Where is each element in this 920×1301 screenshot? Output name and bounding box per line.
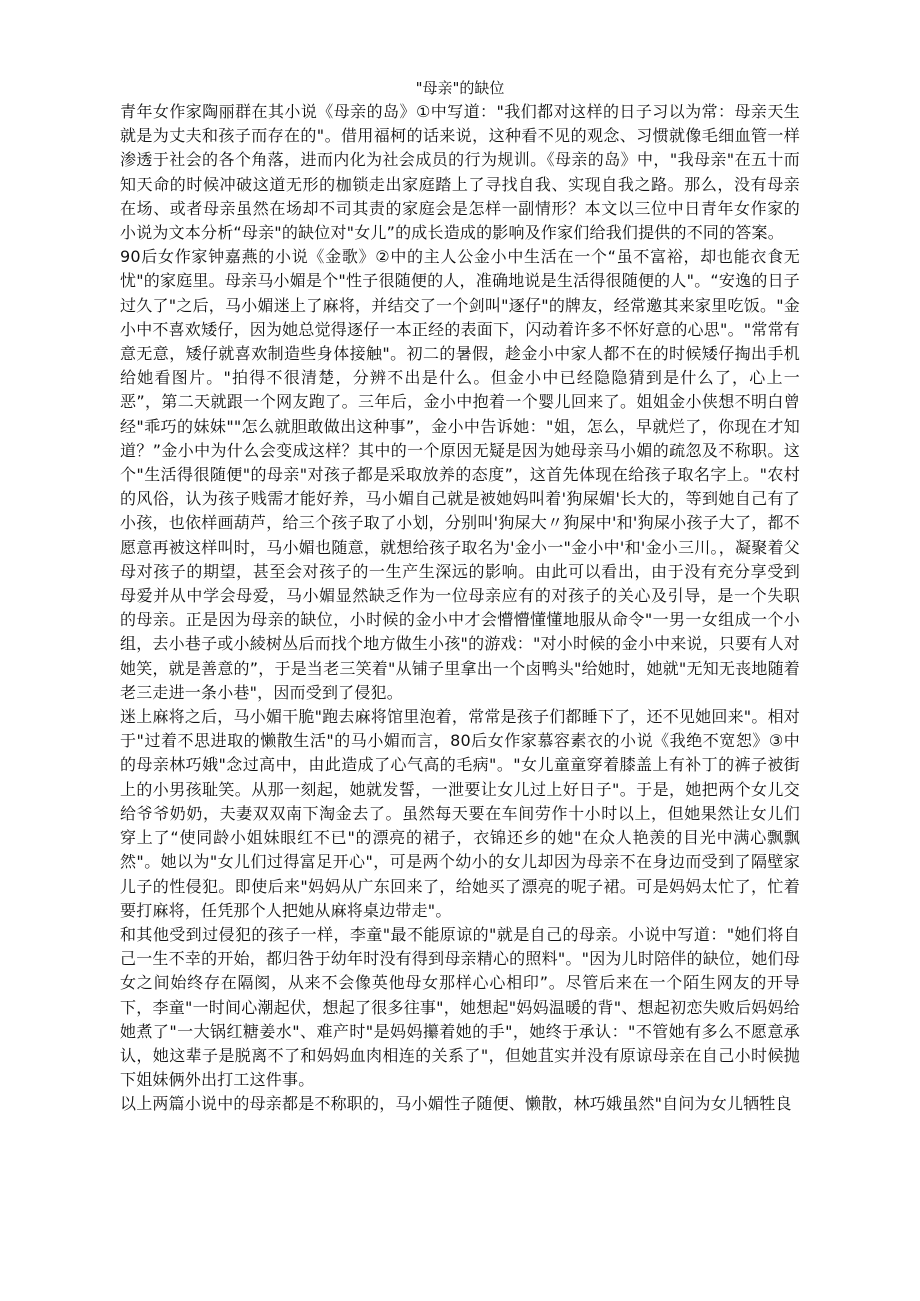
paragraph-li-tong: 和其他受到过侵犯的孩子一样，李童"最不能原谅的"就是自己的母亲。小说中写道："她们将自己一生不幸的开始，都归咎于幼年时没有得到母亲精心的照料"。"因为儿时陪伴的缺位，她们母女之间始终存在隔阂，从来不会像英他母女那样心心相印”。尽管后来在一个陌生网友的开导下，李童"一时间心潮起伏，想起了很多往事"，她想起"妈妈温暖的背"、想起初恋失败后妈妈给她煮了"一大锅红糖姜水"、难产时"是妈妈攥着她的手"，她终于承认："不管她有多么不愿意承认，她这辈子是脱离不了和妈妈血肉相连的关系了"，但她苴实并没有原谅母亲在自己小时候抛下姐妹俩外出打工这件事。 bbox=[120, 924, 800, 1090]
paragraph-wo-jue-bu-kuan-shu: 迷上麻将之后，马小媚干脆"跑去麻将馆里泡着，常常是孩子们都睡下了，还不见她回来"。相对于"过着不思进取的懒散生活"的马小媚而言，80后女作家慕容素衣的小说《我绝不宽恕》③中的母亲林巧娥"念过高中，由此造成了心气高的毛病"。"女儿童童穿着膝盖上有补丁的裤子被街上的小男孩耻笑。从那一刻起，她就发誓，一泄要让女儿过上好日子"。于是，她把两个女儿交给爷爷奶奶，夫妻双双南下淘金去了。虽然每天要在车间劳作十小时以上，但她果然让女儿们穿上了“使同龄小姐妹眼红不已"的漂亮的裙子，衣锦还乡的她"在众人艳羡的目光中满心飘飘然"。她以为"女儿们过得富足开心"，可是两个幼小的女儿却因为母亲不在身边而受到了隔壁家儿子的性侵犯。即使后来"妈妈从广东回来了，给她买了漂亮的呢子裙。可是妈妈太忙了，忙着要打麻将，任凭那个人把她从麻将桌边带走"。 bbox=[120, 707, 800, 920]
paragraph-intro: 青年女作家陶丽群在其小说《母亲的岛》①中写道："我们都对这样的日子习以为常：母亲天生就是为丈夫和孩子而存在的"。借用福柯的话来说，这种看不见的观念、习惯就像毛细血管一样渗透于社会的各个角落，进而内化为社会成员的行为规训。《母亲的岛》中，"我母亲"在五十而知天命的时候冲破这道无形的枷锁走出家庭踏上了寻找自我、实现自我之路。那么，没有母亲在场、或者母亲虽然在场却不司其责的家庭会是怎样一副情形？本文以三位中日青年女作家的小说为文本分析“母亲"的缺位对"女儿”的成长造成的影响及作家们给我们提供的不同的答案。 bbox=[120, 102, 800, 243]
paragraph-summary: 以上两篇小说中的母亲都是不称职的，马小媚性子随便、懒散，林巧娥虽然"自问为女儿牺牲良 bbox=[120, 1094, 792, 1114]
document-page bbox=[120, 76, 800, 1117]
paragraph-jin-ge: 90后女作家钟嘉燕的小说《金歌》②中的主人公金小中生活在一个“虽不富裕，却也能衣食无忧"的家庭里。母亲马小媚是个"性子很随便的人，准确地说是生活得很随便的人"。“安逸的日子过久了"之后，马小媚迷上了麻将，并结交了一个剑叫"逐仔"的牌友，经常邀其来家里吃饭。"金小中不喜欢矮仔，因为她总觉得逐仔一本正经的表面下，闪动着许多不怀好意的心思"。"常常有意无意，矮仔就喜欢制造些身体接触"。初二的暑假，趁金小中家人都不在的时候矮仔掏出手机给她看图片。"拍得不很清楚，分辨不出是什么。但金小中已经隐隐猜到是什么了，心上一恶”，第二天就跟一个网友跑了。三年后，金小中抱着一个婴儿回来了。姐姐金小侠想不明白曾经"乖巧的妹妹""怎么就胆敢做出这种事”，金小中告诉她："姐，怎么，早就烂了，你现在才知道？”金小中为什么会变成这样？其中的一个原因无疑是因为她母亲马小媚的疏忽及不称职。这个"生活得很随便"的母亲"对孩子都是采取放养的态度”，这首先体现在给孩子取名字上。"农村的风俗，认为孩子贱需才能好养，马小媚自己就是被她妈叫着'狗屎媚'长大的，等到她自己有了小孩，也依样画葫芦，给三个孩子取了小划，分别叫'狗屎大〃狗屎中'和'狗屎小孩子大了，都不愿意再被这样叫时，马小媚也随意，就想给孩子取名为'金小一"金小中'和'金小三川。，凝聚着父母对孩子的期望，甚至会对孩子的一生产生深远的影响。由此可以看出，由于没有充分享受到母爱并从中学会母爱，马小媚显然缺乏作为一位母亲应有的对孩子的关心及引导，是一个失职的母亲。正是因为母亲的缺位，小时候的金小中才会懵懵懂懂地服从命令"一男一女组成一个小组，去小巷子或小綾树丛后而找个地方做生小孩"的游戏："对小时候的金小中来说，只要有人对她笑，就是善意的”，于是当老三笑着"从铺子里拿出一个卤鸭头"给她时，她就"无知无丧地随着老三走进一条小巷"，因而受到了侵犯。 bbox=[120, 247, 800, 702]
document-title: "母亲"的缺位 bbox=[415, 79, 505, 97]
